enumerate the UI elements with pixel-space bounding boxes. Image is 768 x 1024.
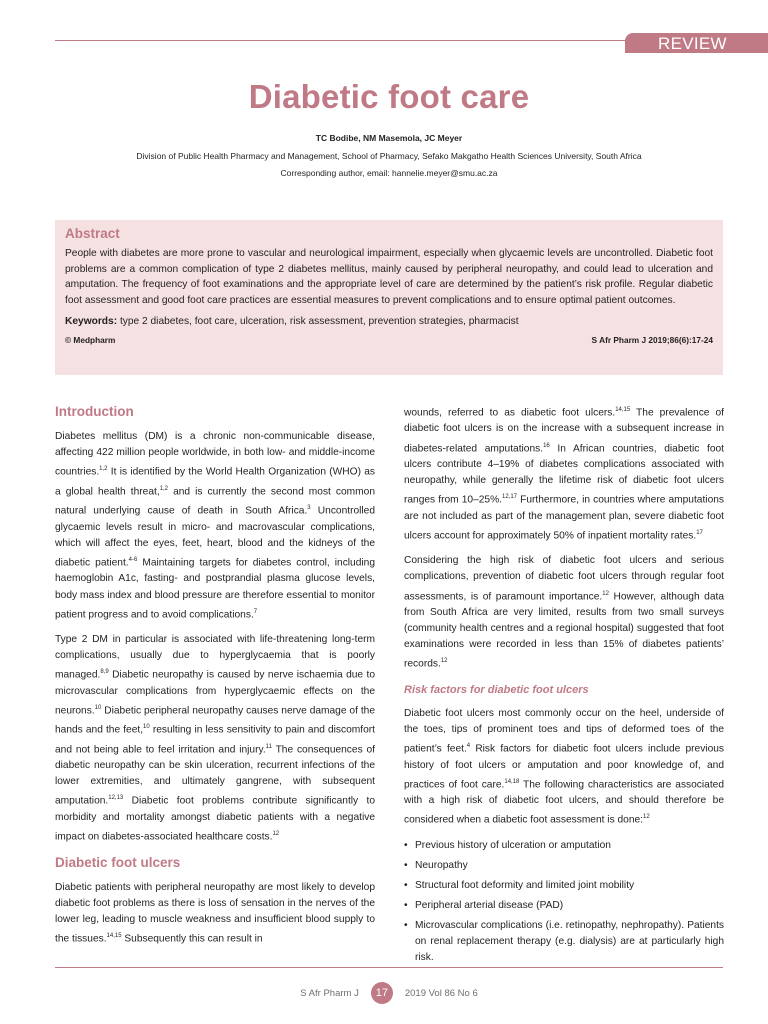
introduction-heading: Introduction	[55, 404, 134, 419]
right-column	[404, 402, 724, 970]
list-item: • Structural foot deformity and limited joint mobility	[404, 878, 724, 894]
citation-ref: 7	[253, 608, 258, 615]
section-tab: REVIEW	[625, 33, 768, 53]
list-item: • Microvascular complications (i.e. retinopathy, nephropathy). Patients on renal replacement therapy (e.g. dialysis) are at particularly high risk.	[404, 918, 724, 966]
list-item: • Neuropathy	[404, 858, 724, 874]
citation-ref: 12	[440, 658, 448, 665]
citation-ref: 12	[602, 590, 609, 597]
citation-ref: 3	[307, 505, 311, 512]
citation-ref: 1,2	[99, 466, 108, 473]
article-authors: TC Bodibe, NM Masemola, JC Meyer	[315, 133, 463, 143]
dfu-paragraph-1-continued: wounds, referred to as diabetic foot ulcers.$^{14,15}$ The prevalence of diabetic foot ulcers is on the increase with a subsequent increase in diabetes-related amputations.$^{16}$ In African countries, diabetic foot ulcers contribute 4–19% of diabetes complications associated with neuropathy, while generally the lifetime risk of diabetic foot ulcers ranges from 10–25%.$^{12,17}$ Furthermore, in countries where amputations are not included as part of the management plan, severe diabetic foot ulcers account for approximately 50% of inpatient mortality rates.$^{17}$	[404, 407, 725, 542]
citation-ref: 4-6	[128, 556, 138, 563]
risk-paragraph-1: Diabetic foot ulcers most commonly occur on the heel, underside of the toes, tips of prominent toes and tips of deformed toes of the patient’s feet.$^4$ Risk factors for diabetic foot ulcers include previous history of foot ulcers or amputation and poor knowledge of, and practices of foot care.$^{14,18}$ The following characteristics are associated with a high risk of diabetic foot ulcers, and should therefore be considered when a diabetic foot assessment is done:$^{12}$	[404, 707, 724, 826]
list-item: • Previous history of ulceration or amputation	[404, 838, 724, 854]
citation-ref: 8,9	[100, 669, 109, 676]
corresponding-author: Corresponding author, email: hannelie.meyer@smu.ac.za	[280, 168, 498, 178]
article-title: Diabetic foot care	[248, 78, 530, 115]
intro-paragraph-1: Diabetes mellitus (DM) is a chronic non-communicable disease, affecting 422 million people worldwide, in both low- and middle-income countries.$^{1,2}$ It is identified by the World Health Organization (WHO) as a global health threat,$^{1,2}$ and is currently the second most common natural underlying cause of death in South Africa.$^3$ Uncontrolled glycaemic levels result in micro- and macrovascular complications, which will affect the eyes, feet, heart, blood and the kidneys of the diabetic patient.$^{4-6}$ Maintaining targets for diabetes control, including haemoglobin A1c, fasting- and postprandial plasma glucose levels, body mass index and blood pressure are therefore essential to monitor patient progress and to avoid complications.$^7$	[55, 431, 375, 620]
keywords	[65, 316, 713, 327]
page-footer	[0, 982, 768, 1004]
article-affiliation: Division of Public Health Pharmacy and Management, School of Pharmacy, Sefako Makgatho Health Sciences University, South Africa	[136, 151, 642, 161]
abstract-box	[55, 220, 723, 375]
footer-issue: 2019 Vol 86 No 6	[404, 987, 478, 999]
keywords-text: type 2 diabetes, foot care, ulceration, risk assessment, prevention strategies, pharmacist	[119, 316, 519, 328]
intro-paragraph-2: Type 2 DM in particular is associated with life-threatening long-term complications, usually due to hyperglycaemia that is poorly managed.$^{8,9}$ Diabetic neuropathy is caused by nerve ischaemia due to microvascular complications from hyperglycaemic effects on the neurons.$^{10}$ Diabetic peripheral neuropathy causes nerve damage of the hands and the feet,$^{10}$ resulting in less sensitivity to pain and discomfort and not being able to feel irritation and injury.$^{11}$ The consequences of diabetic neuropathy can be skin ulceration, recurrent infections of the lower extremities, and ultimately gangrene, with subsequent amputation.$^{12,13}$ Diabetic foot problems contribute significantly to morbidity and mortality amongst diabetic patients with a negative impact on diabetes-associated healthcare costs.$^{12}$	[55, 634, 376, 843]
keywords-label: Keywords:	[65, 316, 118, 328]
citation-ref: 10	[143, 724, 150, 731]
risk-list	[404, 838, 724, 967]
citation-ref: 14,15	[106, 932, 122, 939]
citation-ref: 12	[272, 831, 280, 838]
abstract-footer	[65, 335, 713, 345]
citation-ref: 4	[466, 743, 471, 750]
citation-ref: 12,17	[501, 494, 517, 501]
abstract-text: People with diabetes are more prone to vascular and neurological impairment, especially when glycaemic levels are uncontrolled. Diabetic foot problems are a common complication of type 2 diabetes mellitus, mainly caused by peripheral neuropathy, and could lead to ulceration and amputation. The frequency of foot examinations and the appropriate level of care are determined by the patient’s risk profile. Regular diabetic foot assessment and good foot care practices are essential measures to prevent complications and to ensure optimal patient outcomes.	[65, 248, 713, 306]
citation-ref: 17	[696, 529, 703, 536]
copyright: © Medpharm	[65, 335, 116, 346]
citation: S Afr Pharm J 2019;86(6):17-24	[591, 335, 713, 346]
dfu-paragraph-2: Considering the high risk of diabetic foot ulcers and serious complications, prevention of diabetic foot ulcers through regular foot assessments, is of paramount importance.$^{12}$ However, although data from South Africa are very limited, results from two small surveys (community health centres and a regional hospital) suggested that foot examinations were recorded in less than 15% of diabetes patients’ records.$^{12}$	[404, 555, 725, 670]
citation-ref: 16	[543, 442, 550, 449]
citation-ref: 1,2	[159, 485, 169, 492]
citation-ref: 12	[642, 814, 650, 821]
dfu-paragraph-1: Diabetic patients with peripheral neuropathy are most likely to develop diabetic foot problems as there is loss of sensation in the nerves of the lower leg, leading to muscle weakness and insufficient blood supply to the tissues.$^{14,15}$ Subsequently this can result in	[55, 881, 375, 945]
citation-ref: 11	[265, 743, 272, 750]
page-number: 17	[371, 982, 393, 1004]
risk-factors-heading: Risk factors for diabetic foot ulcers	[404, 683, 589, 696]
citation-ref: 10	[94, 704, 102, 711]
abstract-heading: Abstract	[65, 226, 120, 241]
footer-rule	[55, 967, 723, 968]
left-column	[55, 402, 375, 956]
list-item: • Peripheral arterial disease (PAD)	[404, 898, 724, 914]
citation-ref: 12,13	[108, 795, 124, 802]
dfu-heading: Diabetic foot ulcers	[55, 854, 181, 870]
citation-ref: 14,18	[504, 778, 520, 785]
citation-ref: 14,15	[615, 407, 631, 413]
footer-journal: S Afr Pharm J	[300, 987, 359, 999]
